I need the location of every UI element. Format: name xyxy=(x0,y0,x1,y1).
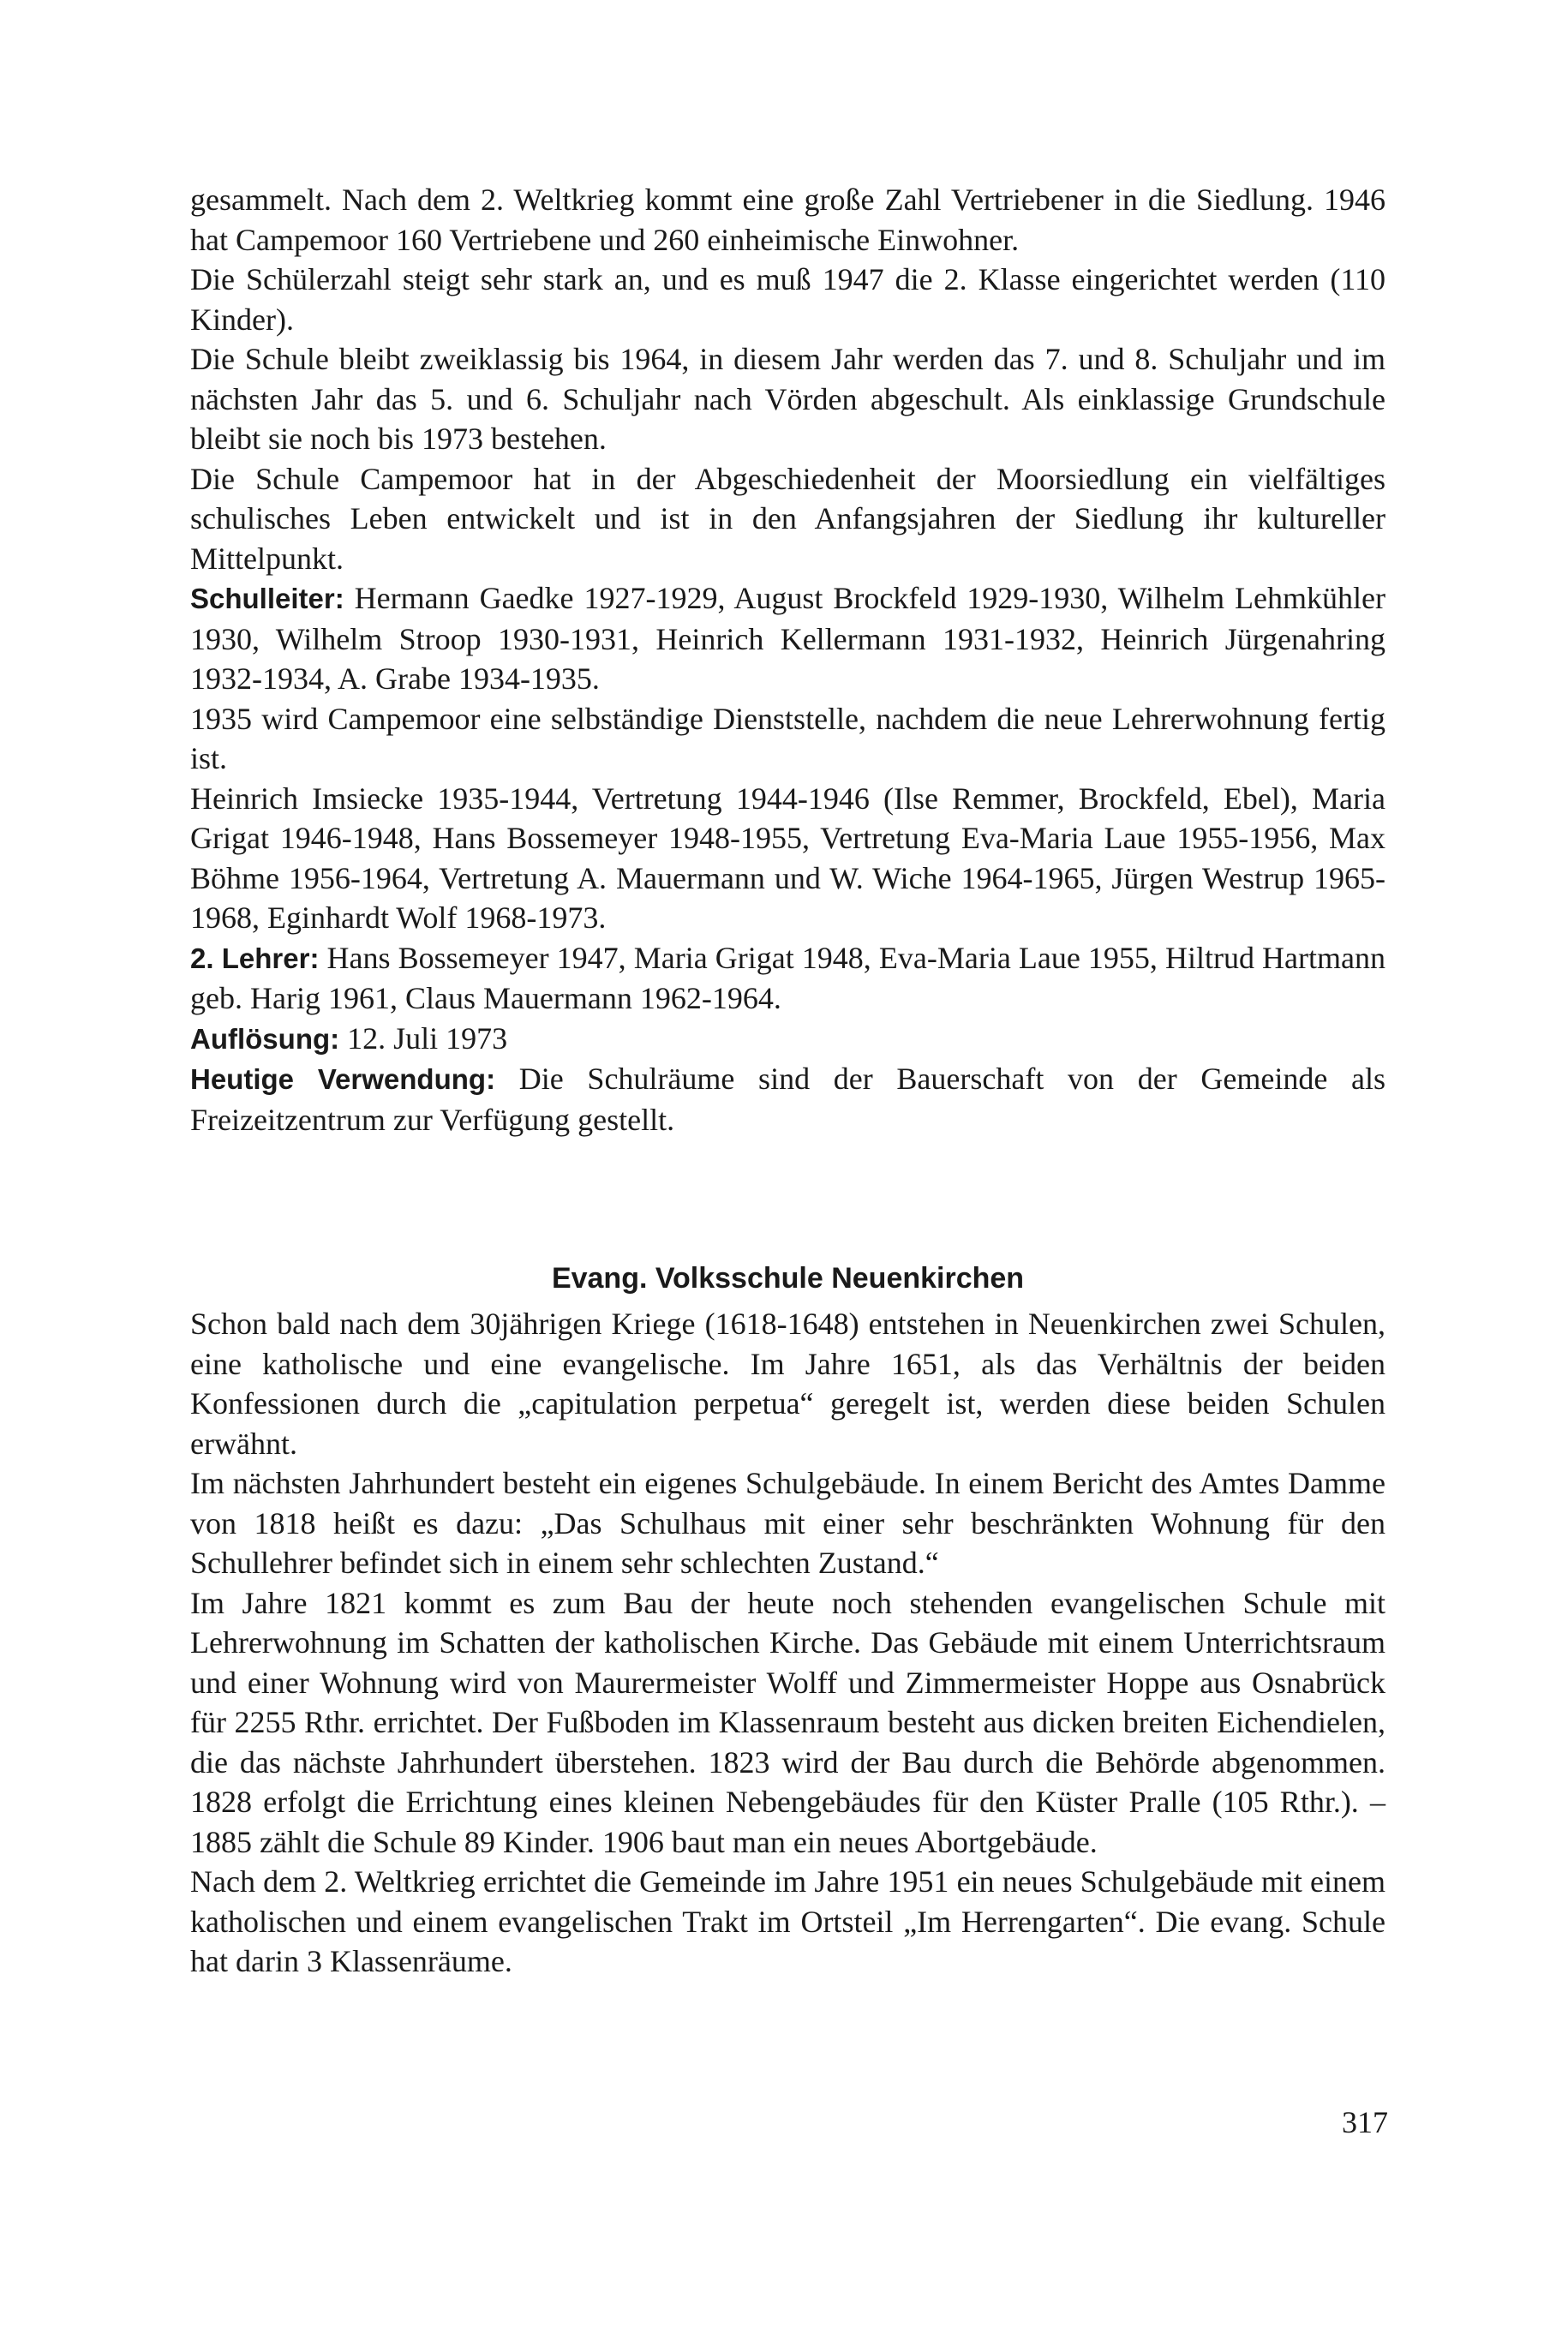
paragraph-dreissigjaehriger-krieg: Schon bald nach dem 30jährigen Kriege (1618-1648) entstehen in Neuenkirchen zwei Schulen, eine katholische und eine evangelische. Im Jahre 1651, als das Verhältnis der beiden Konfessionen durch die „capitulation perpetua“ geregelt ist, werden diese beiden Schulen erwähnt. xyxy=(190,1307,1385,1461)
text-schulleiter: Hermann Gaedke 1927-1929, August Brockfeld 1929-1930, Wilhelm Lehmkühler 1930, Wilhelm Stroop 1930-1931, Heinrich Kellermann 1931-1932, Heinrich Jürgenahring 1932-1934, A. Grabe 1934-1935. xyxy=(190,581,1385,696)
paragraph-schuelerzahl: Die Schülerzahl steigt sehr stark an, und es muß 1947 die 2. Klasse eingerichtet werden (110 Kinder). xyxy=(190,262,1385,337)
text-zweiter-lehrer: Hans Bossemeyer 1947, Maria Grigat 1948, Eva-Maria Laue 1955, Hiltrud Hartmann geb. Harig 1961, Claus Mauermann 1962-1964. xyxy=(190,940,1385,1015)
label-schulleiter: Schulleiter: xyxy=(190,583,344,614)
paragraph-vertriebene: gesammelt. Nach dem 2. Weltkrieg kommt eine große Zahl Vertriebener in die Siedlung. 1946 hat Campemoor 160 Vertriebene und 260 einheimische Einwohner. xyxy=(190,182,1385,257)
paragraph-zweiter-lehrer xyxy=(190,938,1385,1019)
label-heutige-verwendung: Heutige Verwendung: xyxy=(190,1063,496,1095)
paragraph-dienststelle: 1935 wird Campemoor eine selbständige Dienststelle, nachdem die neue Lehrerwohnung fertig ist. xyxy=(190,701,1385,775)
section-neuenkirchen xyxy=(190,1258,1385,1982)
paragraph-schulhaus-1818: Im nächsten Jahrhundert besteht ein eigenes Schulgebäude. In einem Bericht des Amtes Damme von 1818 heißt es dazu: „Das Schulhaus mit einer sehr beschränkten Wohnung für den Schullehrer befindet sich in einem sehr schlechten Zustand.“ xyxy=(190,1466,1385,1580)
paragraph-aufloesung xyxy=(190,1019,1385,1060)
paragraph-zweiklassig: Die Schule bleibt zweiklassig bis 1964, in diesem Jahr werden das 7. und 8. Schuljahr und im nächsten Jahr das 5. und 6. Schuljahr nach Vörden abgeschult. Als einklassige Grundschule bleibt sie noch bis 1973 bestehen. xyxy=(190,342,1385,456)
page-content xyxy=(190,180,1385,1982)
section-campemoor xyxy=(190,180,1385,1140)
paragraph-schulleiter xyxy=(190,578,1385,699)
paragraph-leiter-nach-1935: Heinrich Imsiecke 1935-1944, Vertretung 1944-1946 (Ilse Remmer, Brockfeld, Ebel), Maria Grigat 1946-1948, Hans Bossemeyer 1948-1955, Vertretung Eva-Maria Laue 1955-1956, Max Böhme 1956-1964, Vertretung A. Mauermann und W. Wiche 1964-1965, Jürgen Westrup 1965-1968, Eginhardt Wolf 1968-1973. xyxy=(190,781,1385,935)
section-spacer xyxy=(190,1140,1385,1258)
section-title: Evang. Volksschule Neuenkirchen xyxy=(551,1262,1025,1295)
label-zweiter-lehrer: 2. Lehrer: xyxy=(190,942,320,974)
text-heutige-verwendung: Die Schulräume sind der Bauerschaft von der Gemeinde als Freizeitzentrum zur Verfügung gestellt. xyxy=(190,1062,1385,1137)
paragraph-neubau-1951: Nach dem 2. Weltkrieg errichtet die Gemeinde im Jahre 1951 ein neues Schulgebäude mit einem katholischen und einem evangelischen Trakt im Ortsteil „Im Herrengarten“. Die evang. Schule hat darin 3 Klassenräume. xyxy=(190,1864,1385,1978)
paragraph-heutige-verwendung xyxy=(190,1059,1385,1140)
text-aufloesung: 12. Juli 1973 xyxy=(339,1020,508,1056)
label-aufloesung: Auflösung: xyxy=(190,1022,340,1055)
paragraph-bau-1821: Im Jahre 1821 kommt es zum Bau der heute noch stehenden evangelischen Schule mit Lehrerwohnung im Schatten der katholischen Kirche. Das Gebäude mit einem Unterrichtsraum und einer Wohnung wird von Maurermeister Wolff und Zimmermeister Hoppe aus Osnabrück für 2255 Rthr. errichtet. Der Fußboden im Klassenraum besteht aus dicken breiten Eichendielen, die das nächste Jahrhundert überstehen. 1823 wird der Bau durch die Behörde abgenommen. 1828 erfolgt die Errichtung eines kleinen Nebengebäudes für den Küster Pralle (105 Rthr.). – 1885 zählt die Schule 89 Kinder. 1906 baut man ein neues Abortgebäude. xyxy=(190,1585,1385,1859)
page-number: 317 xyxy=(1342,2105,1388,2139)
paragraph-schulleben: Die Schule Campemoor hat in der Abgeschiedenheit der Moorsiedlung ein vielfältiges schulisches Leben entwickelt und ist in den Anfangsjahren der Siedlung ihr kultureller Mittelpunkt. xyxy=(190,461,1385,576)
